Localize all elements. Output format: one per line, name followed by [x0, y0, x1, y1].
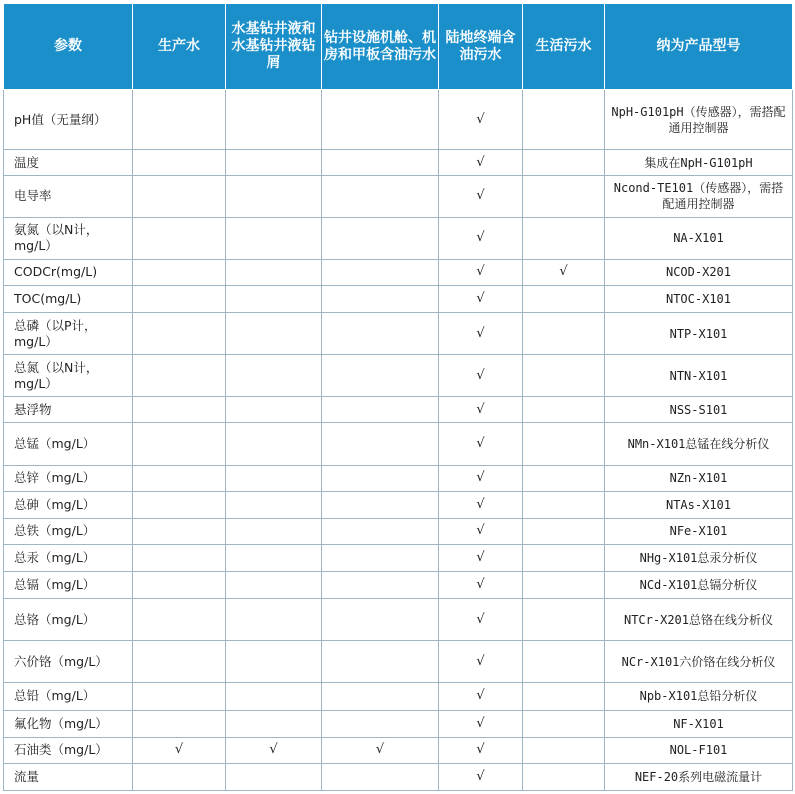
check-cell: √ [523, 259, 605, 285]
check-cell [322, 176, 439, 217]
check-cell [523, 544, 605, 571]
check-cell: √ [322, 737, 439, 763]
header-produced-water: 生产水 [133, 4, 226, 90]
check-cell [226, 176, 322, 217]
check-cell [133, 90, 226, 150]
table-body [4, 90, 793, 791]
product-model-cell: NTN-X101 [605, 355, 793, 397]
check-cell [133, 465, 226, 491]
product-model-cell: 集成在NpH-G101pH [605, 150, 793, 176]
product-model-cell: NCd-X101总镉分析仪 [605, 571, 793, 598]
check-cell [322, 641, 439, 683]
check-cell: √ [439, 599, 523, 641]
check-cell [133, 355, 226, 397]
check-cell: √ [439, 737, 523, 763]
check-cell [226, 710, 322, 737]
check-cell: √ [439, 683, 523, 710]
check-cell [322, 90, 439, 150]
check-cell [322, 571, 439, 598]
check-cell [523, 423, 605, 465]
check-cell [523, 518, 605, 544]
table-row [4, 90, 793, 150]
param-cell: 氟化物（mg/L） [4, 710, 133, 737]
check-cell [523, 710, 605, 737]
check-cell: √ [439, 312, 523, 354]
param-cell: 总铬（mg/L） [4, 599, 133, 641]
param-cell: 总磷（以P计，mg/L） [4, 312, 133, 354]
product-model-cell: NSS-S101 [605, 397, 793, 423]
table-row [4, 683, 793, 710]
table-row [4, 312, 793, 354]
param-cell: 总锰（mg/L） [4, 423, 133, 465]
product-model-cell: NCr-X101六价铬在线分析仪 [605, 641, 793, 683]
param-cell: 总氮（以N计，mg/L） [4, 355, 133, 397]
check-cell [226, 518, 322, 544]
check-cell [322, 710, 439, 737]
check-cell [226, 544, 322, 571]
check-cell [523, 285, 605, 312]
check-cell [133, 150, 226, 176]
check-cell [226, 355, 322, 397]
param-cell: 悬浮物 [4, 397, 133, 423]
param-cell: 总镉（mg/L） [4, 571, 133, 598]
param-cell: 总汞（mg/L） [4, 544, 133, 571]
check-cell [322, 217, 439, 259]
check-cell [226, 599, 322, 641]
product-model-cell: NTOC-X101 [605, 285, 793, 312]
table-row [4, 571, 793, 598]
product-model-cell: NFe-X101 [605, 518, 793, 544]
table-row [4, 355, 793, 397]
check-cell [226, 150, 322, 176]
check-cell: √ [439, 465, 523, 491]
check-cell [133, 217, 226, 259]
check-cell [523, 312, 605, 354]
check-cell [523, 217, 605, 259]
check-cell [133, 599, 226, 641]
header-product-model: 纳为产品型号 [605, 4, 793, 90]
product-model-cell: NTCr-X201总铬在线分析仪 [605, 599, 793, 641]
param-cell: 总铅（mg/L） [4, 683, 133, 710]
check-cell [226, 397, 322, 423]
header-drilling-fluid: 水基钻井液和水基钻井液钻屑 [226, 4, 322, 90]
param-cell: 电导率 [4, 176, 133, 217]
param-cell: 石油类（mg/L） [4, 737, 133, 763]
check-cell [322, 518, 439, 544]
check-cell [322, 355, 439, 397]
product-model-cell: NF-X101 [605, 710, 793, 737]
check-cell [133, 710, 226, 737]
check-cell [322, 544, 439, 571]
product-model-cell: NMn-X101总锰在线分析仪 [605, 423, 793, 465]
table-row [4, 763, 793, 790]
check-cell: √ [439, 150, 523, 176]
check-cell [523, 90, 605, 150]
check-cell [133, 176, 226, 217]
product-model-cell: NCOD-X201 [605, 259, 793, 285]
check-cell [322, 150, 439, 176]
check-cell: √ [439, 259, 523, 285]
param-cell: 总砷（mg/L） [4, 491, 133, 518]
check-cell [322, 423, 439, 465]
check-cell: √ [439, 710, 523, 737]
param-cell: 总铁（mg/L） [4, 518, 133, 544]
check-cell [523, 150, 605, 176]
table-row [4, 641, 793, 683]
table-row [4, 518, 793, 544]
check-cell [523, 641, 605, 683]
monitoring-parameter-table [3, 3, 793, 791]
check-cell [133, 763, 226, 790]
product-model-cell: NpH-G101pH（传感器），需搭配通用控制器 [605, 90, 793, 150]
check-cell [322, 465, 439, 491]
table-row [4, 544, 793, 571]
check-cell [322, 599, 439, 641]
check-cell [322, 491, 439, 518]
check-cell [226, 312, 322, 354]
check-cell: √ [226, 737, 322, 763]
check-cell [322, 285, 439, 312]
table-row [4, 737, 793, 763]
check-cell [523, 397, 605, 423]
param-cell: TOC(mg/L) [4, 285, 133, 312]
table-row [4, 599, 793, 641]
header-terminal-oily-water: 陆地终端含油污水 [439, 4, 523, 90]
check-cell: √ [439, 544, 523, 571]
check-cell [133, 641, 226, 683]
header-param: 参数 [4, 4, 133, 90]
table-row [4, 150, 793, 176]
check-cell [523, 355, 605, 397]
table-row [4, 285, 793, 312]
product-model-cell: Npb-X101总铅分析仪 [605, 683, 793, 710]
table-row [4, 176, 793, 217]
check-cell [133, 397, 226, 423]
check-cell [133, 571, 226, 598]
check-cell [133, 312, 226, 354]
check-cell: √ [439, 641, 523, 683]
param-cell: 总锌（mg/L） [4, 465, 133, 491]
check-cell: √ [439, 423, 523, 465]
product-model-cell: NTP-X101 [605, 312, 793, 354]
param-cell: pH值（无量纲） [4, 90, 133, 150]
check-cell [133, 518, 226, 544]
check-cell [523, 599, 605, 641]
check-cell: √ [439, 571, 523, 598]
check-cell [322, 683, 439, 710]
check-cell [523, 737, 605, 763]
table-row [4, 397, 793, 423]
product-model-cell: NA-X101 [605, 217, 793, 259]
header-row [4, 4, 793, 90]
check-cell: √ [439, 763, 523, 790]
check-cell [523, 465, 605, 491]
check-cell [523, 763, 605, 790]
check-cell [133, 259, 226, 285]
check-cell [226, 491, 322, 518]
check-cell [226, 259, 322, 285]
table-row [4, 423, 793, 465]
check-cell [226, 641, 322, 683]
header-domestic-sewage: 生活污水 [523, 4, 605, 90]
check-cell: √ [133, 737, 226, 763]
product-model-cell: NZn-X101 [605, 465, 793, 491]
check-cell [226, 90, 322, 150]
table-row [4, 491, 793, 518]
check-cell: √ [439, 217, 523, 259]
check-cell [226, 571, 322, 598]
param-cell: 温度 [4, 150, 133, 176]
product-model-cell: Ncond-TE101（传感器），需搭配通用控制器 [605, 176, 793, 217]
check-cell [322, 312, 439, 354]
check-cell [523, 491, 605, 518]
check-cell [523, 176, 605, 217]
check-cell: √ [439, 355, 523, 397]
check-cell [226, 285, 322, 312]
check-cell [322, 397, 439, 423]
check-cell [322, 259, 439, 285]
check-cell [133, 491, 226, 518]
check-cell: √ [439, 285, 523, 312]
check-cell [523, 683, 605, 710]
table-row [4, 465, 793, 491]
check-cell [226, 763, 322, 790]
check-cell [226, 217, 322, 259]
product-model-cell: NEF-20系列电磁流量计 [605, 763, 793, 790]
product-model-cell: NHg-X101总汞分析仪 [605, 544, 793, 571]
product-model-cell: NOL-F101 [605, 737, 793, 763]
check-cell [226, 423, 322, 465]
check-cell: √ [439, 90, 523, 150]
check-cell [322, 763, 439, 790]
check-cell: √ [439, 397, 523, 423]
check-cell [133, 285, 226, 312]
check-cell [523, 571, 605, 598]
check-cell [226, 683, 322, 710]
check-cell [133, 544, 226, 571]
table-row [4, 217, 793, 259]
check-cell [133, 683, 226, 710]
check-cell: √ [439, 491, 523, 518]
param-cell: 流量 [4, 763, 133, 790]
param-cell: CODCr(mg/L) [4, 259, 133, 285]
table-row [4, 259, 793, 285]
check-cell [226, 465, 322, 491]
product-model-cell: NTAs-X101 [605, 491, 793, 518]
check-cell [133, 423, 226, 465]
table-row [4, 710, 793, 737]
check-cell: √ [439, 518, 523, 544]
param-cell: 氨氮（以N计，mg/L） [4, 217, 133, 259]
header-rig-oily-water: 钻井设施机舱、机房和甲板含油污水 [322, 4, 439, 90]
check-cell: √ [439, 176, 523, 217]
param-cell: 六价铬（mg/L） [4, 641, 133, 683]
